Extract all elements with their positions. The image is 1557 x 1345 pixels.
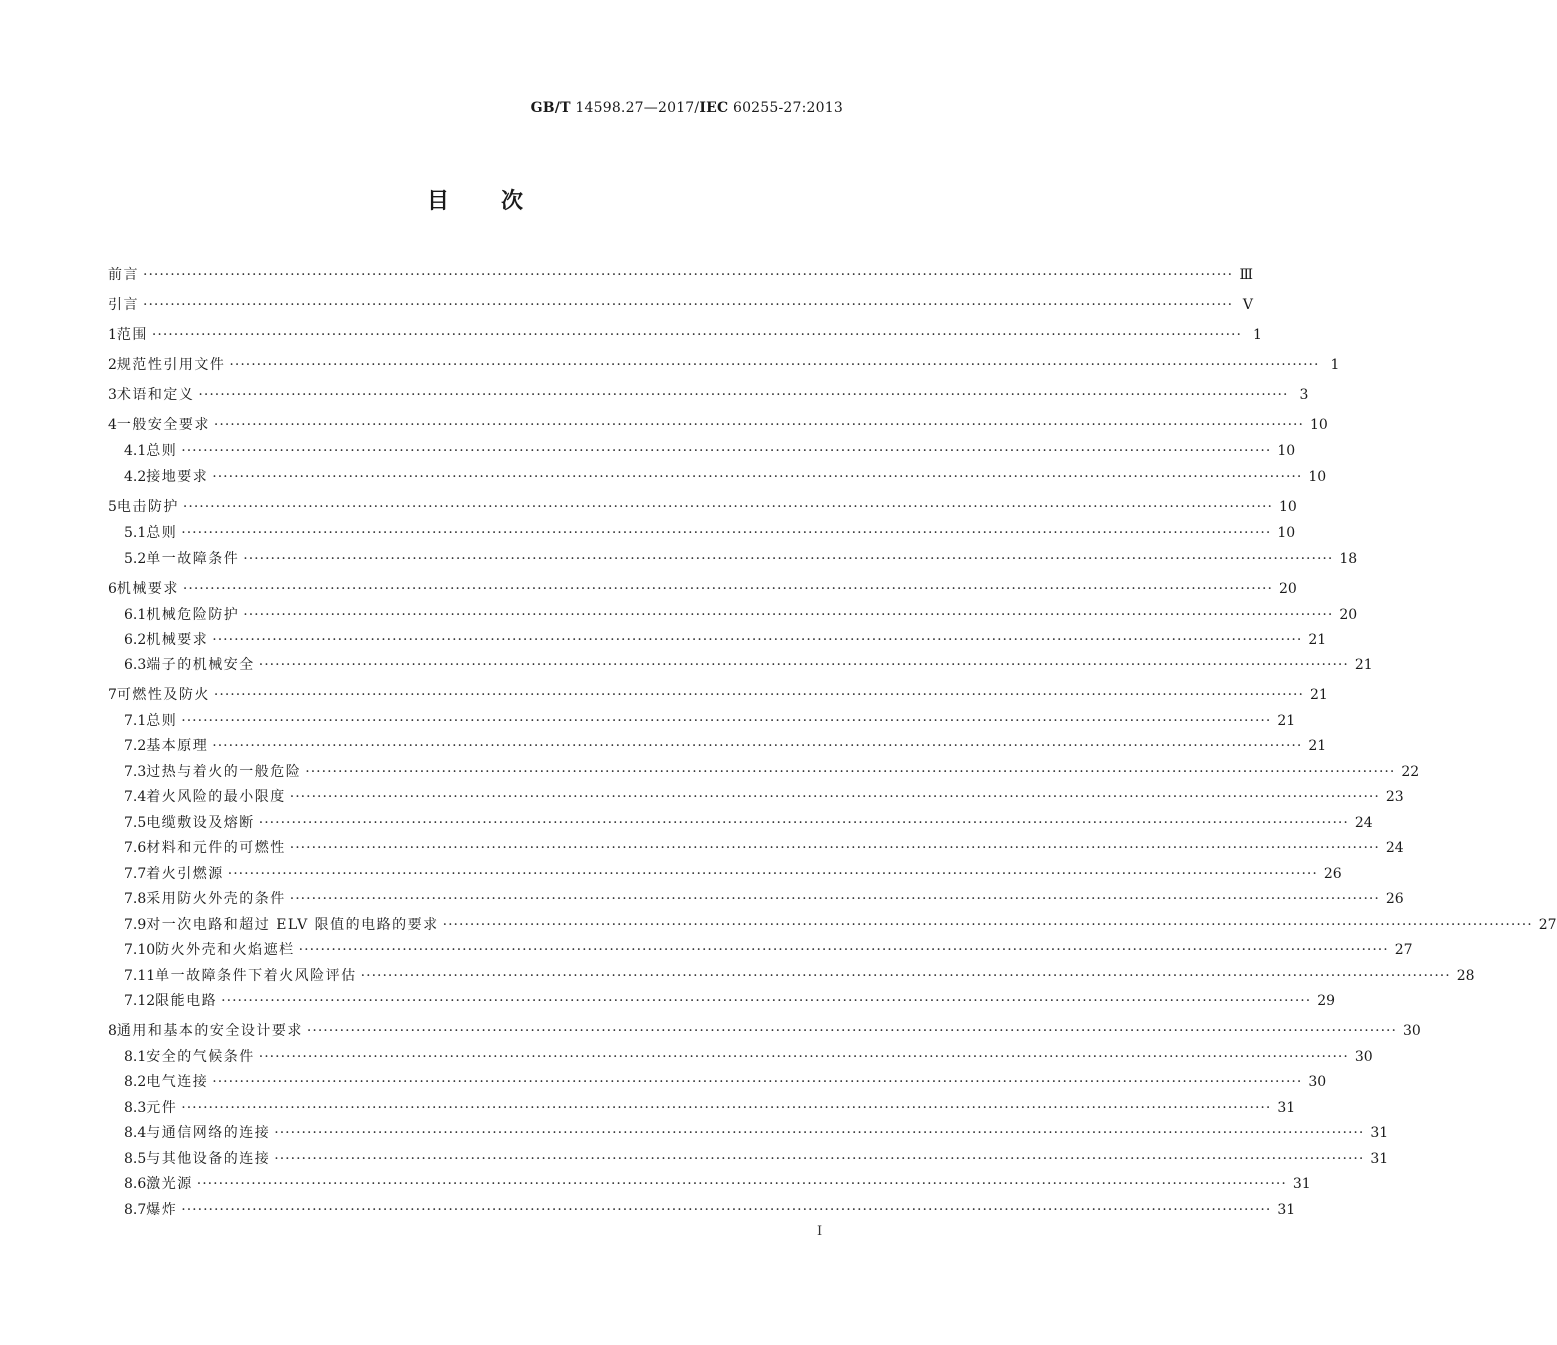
- toc-entry-page: 30: [1354, 1049, 1373, 1065]
- toc-entry-label: 单一故障条件: [146, 551, 240, 567]
- toc-entry-page: 1: [1330, 357, 1340, 373]
- toc-entry-page: 21: [1277, 713, 1296, 729]
- toc-entry[interactable]: [108, 990, 1336, 1020]
- toc-entry-page: 21: [1309, 687, 1328, 703]
- dot-leader: ········································································································································································································: [243, 551, 1334, 567]
- title-char-1: 目: [426, 188, 449, 214]
- toc-entry-label: 电缆敷设及熔断: [146, 815, 255, 831]
- toc-entry-number: 7.12: [124, 993, 156, 1009]
- standard-code-header: [531, 100, 843, 116]
- toc-entry-number: 4.1: [124, 443, 147, 459]
- dot-leader: ········································································································································································································: [243, 607, 1334, 623]
- toc-entry-page: 31: [1277, 1202, 1296, 1218]
- toc-entry-label: 术语和定义: [116, 387, 195, 403]
- toc-entry-label: 规范性引用文件: [116, 357, 226, 373]
- toc-entry-page: 31: [1370, 1125, 1389, 1141]
- toc-entry-page: 22: [1401, 764, 1420, 780]
- toc-entry-label: 总则: [146, 713, 178, 729]
- toc-entry-page: 27: [1394, 942, 1413, 958]
- toc-entry-page: 31: [1292, 1176, 1311, 1192]
- toc-entry-number: 6.3: [124, 657, 147, 673]
- toc-entry-number: 6.1: [124, 607, 147, 623]
- toc-entry-number: 7.8: [124, 891, 147, 907]
- toc-entry[interactable]: [108, 294, 1254, 324]
- toc-entry[interactable]: [108, 324, 1262, 354]
- dot-leader: ········································································································································································································: [258, 1049, 1349, 1065]
- toc-entry-number: 8.2: [124, 1074, 147, 1090]
- toc-entry[interactable]: [108, 629, 1327, 654]
- toc-entry-number: 4: [108, 417, 117, 433]
- toc-entry-label: 电击防护: [116, 499, 179, 515]
- dot-leader: ········································································································································································································: [143, 297, 1234, 313]
- std-prefix: GB/T: [530, 100, 571, 116]
- toc-entry-page: 10: [1308, 469, 1327, 485]
- dot-leader: ········································································································································································································: [212, 632, 1303, 648]
- toc-entry-label: 安全的气候条件: [146, 1049, 255, 1065]
- dot-leader: ········································································································································································································: [298, 942, 1389, 958]
- toc-entry-page: Ⅲ: [1239, 267, 1254, 283]
- toc-entry[interactable]: [108, 264, 1254, 294]
- toc-entry-label: 电气连接: [146, 1074, 209, 1090]
- toc-entry-number: 3: [108, 387, 117, 403]
- dot-leader: ········································································································································································································: [258, 815, 1349, 831]
- dot-leader: ········································································································································································································: [274, 1125, 1365, 1141]
- toc-entry[interactable]: [108, 548, 1358, 578]
- toc-entry-page: 10: [1309, 417, 1328, 433]
- toc-entry-label: 过热与着火的一般危险: [146, 764, 302, 780]
- toc-entry[interactable]: [108, 761, 1420, 786]
- toc-entry-number: 7.4: [124, 789, 147, 805]
- toc-entry-page: 29: [1317, 993, 1336, 1009]
- toc-entry[interactable]: [108, 496, 1297, 522]
- toc-entry-page: 27: [1538, 917, 1557, 933]
- dot-leader: ········································································································································································································: [305, 764, 1396, 780]
- toc-entry-number: 7.7: [124, 866, 147, 882]
- toc-entry-page: 24: [1354, 815, 1373, 831]
- toc-entry-number: 8.1: [124, 1049, 147, 1065]
- toc-entry-number: 5.1: [124, 525, 147, 541]
- toc-entry-page: 31: [1370, 1151, 1389, 1167]
- toc-entry-label: 防火外壳和火焰遮栏: [155, 942, 295, 958]
- toc-entry[interactable]: [108, 1097, 1296, 1122]
- toc-entry-label: 基本原理: [146, 738, 209, 754]
- toc-entry-number: 4.2: [124, 469, 147, 485]
- toc-entry[interactable]: [108, 440, 1296, 466]
- toc-entry-page: 30: [1308, 1074, 1327, 1090]
- toc-entry-number: 5: [108, 499, 117, 515]
- dot-leader: ········································································································································································································: [181, 525, 1272, 541]
- toc-entry[interactable]: [108, 1173, 1311, 1199]
- toc-entry-page: 28: [1456, 968, 1475, 984]
- toc-entry-number: 8.4: [124, 1125, 147, 1141]
- toc-entry-label: 采用防火外壳的条件: [146, 891, 286, 907]
- dot-leader: ········································································································································································································: [151, 327, 1242, 343]
- toc-entry[interactable]: [108, 888, 1404, 914]
- dot-leader: ········································································································································································································: [212, 469, 1303, 485]
- toc-entry[interactable]: [108, 863, 1342, 888]
- toc-entry-page: 20: [1339, 607, 1358, 623]
- dot-leader: ········································································································································································································: [258, 657, 1349, 673]
- toc-entry[interactable]: [108, 837, 1404, 863]
- dot-leader: ········································································································································································································: [306, 1023, 1397, 1039]
- toc-entry[interactable]: [108, 1199, 1296, 1224]
- dot-leader: ········································································································································································································: [143, 267, 1234, 283]
- toc-entry-label: 总则: [146, 525, 178, 541]
- toc-entry-label: 着火风险的最小限度: [146, 789, 286, 805]
- toc-entry-label: 激光源: [146, 1176, 193, 1192]
- toc-entry-page: Ⅴ: [1242, 297, 1254, 313]
- toc-entry-page: 31: [1277, 1100, 1296, 1116]
- toc-entry[interactable]: [108, 522, 1296, 548]
- toc-entry-page: 26: [1385, 891, 1404, 907]
- dot-leader: ········································································································································································································: [442, 917, 1533, 933]
- toc-entry-page: 10: [1277, 525, 1296, 541]
- toc-entry-page: 3: [1299, 387, 1309, 403]
- toc-entry[interactable]: [108, 965, 1475, 990]
- dot-leader: ········································································································································································································: [227, 866, 1318, 882]
- toc-entry-page: 21: [1308, 632, 1327, 648]
- dot-leader: ········································································································································································································: [221, 993, 1312, 1009]
- toc-entry-label: 端子的机械安全: [146, 657, 255, 673]
- toc-entry[interactable]: [108, 1148, 1389, 1173]
- toc-entry-label: 机械危险防护: [146, 607, 240, 623]
- toc-entry[interactable]: [108, 1020, 1421, 1046]
- dot-leader: ········································································································································································································: [360, 968, 1451, 984]
- dot-leader: ········································································································································································································: [181, 443, 1272, 459]
- toc-entry[interactable]: [108, 710, 1296, 735]
- toc-entry[interactable]: [108, 786, 1404, 812]
- toc-entry-label: 引言: [108, 297, 139, 313]
- toc-entry-label: 单一故障条件下着火风险评估: [155, 968, 357, 984]
- toc-entry-label: 通用和基本的安全设计要求: [116, 1023, 303, 1039]
- dot-leader: ········································································································································································································: [289, 840, 1380, 856]
- table-of-contents: [108, 264, 1557, 1224]
- toc-entry-page: 24: [1385, 840, 1404, 856]
- toc-entry-label: 可燃性及防火: [116, 687, 210, 703]
- toc-entry-label: 限能电路: [155, 993, 218, 1009]
- page-number: Ⅰ: [817, 1224, 823, 1239]
- toc-entry[interactable]: [108, 578, 1297, 604]
- toc-entry-label: 范围: [116, 327, 148, 343]
- dot-leader: ········································································································································································································: [182, 499, 1273, 515]
- toc-entry-number: 6: [108, 581, 117, 597]
- iec-number: 60255-27:2013: [728, 100, 843, 116]
- toc-entry-page: 10: [1278, 499, 1297, 515]
- toc-entry-page: 20: [1278, 581, 1297, 597]
- toc-entry[interactable]: [108, 654, 1373, 684]
- dot-leader: ········································································································································································································: [198, 387, 1289, 403]
- toc-entry-number: 1: [108, 327, 117, 343]
- page-title: [0, 184, 950, 215]
- toc-entry-page: 18: [1339, 551, 1358, 567]
- toc-entry[interactable]: [108, 735, 1327, 761]
- toc-entry-number: 7.9: [124, 917, 147, 933]
- dot-leader: ········································································································································································································: [212, 738, 1303, 754]
- toc-entry-number: 8.5: [124, 1151, 147, 1167]
- toc-entry-label: 接地要求: [146, 469, 209, 485]
- toc-entry[interactable]: [108, 1122, 1389, 1148]
- toc-entry-number: 8.6: [124, 1176, 147, 1192]
- toc-entry-number: 7.2: [124, 738, 147, 754]
- toc-entry-number: 7.11: [124, 968, 156, 984]
- toc-entry-page: 1: [1253, 327, 1262, 343]
- toc-entry[interactable]: [108, 1046, 1373, 1071]
- toc-entry-page: 30: [1402, 1023, 1421, 1039]
- toc-entry-label: 机械要求: [146, 632, 209, 648]
- dot-leader: ········································································································································································································: [213, 687, 1304, 703]
- toc-entry-page: 23: [1385, 789, 1404, 805]
- toc-entry[interactable]: [108, 1071, 1327, 1097]
- title-char-2: 次: [501, 188, 524, 214]
- dot-leader: ········································································································································································································: [181, 1202, 1272, 1218]
- toc-entry-number: 7.5: [124, 815, 147, 831]
- toc-entry[interactable]: [108, 384, 1309, 414]
- toc-entry-page: 10: [1277, 443, 1296, 459]
- toc-entry-label: 元件: [146, 1100, 178, 1116]
- toc-entry-label: 与通信网络的连接: [146, 1125, 271, 1141]
- toc-entry[interactable]: [108, 939, 1413, 965]
- toc-entry-label: 爆炸: [146, 1202, 178, 1218]
- toc-entry-number: 2: [108, 357, 117, 373]
- toc-entry-number: 7.6: [124, 840, 147, 856]
- toc-entry-number: 7: [108, 687, 117, 703]
- toc-entry-label: 机械要求: [116, 581, 179, 597]
- toc-entry-label: 一般安全要求: [116, 417, 210, 433]
- toc-entry-label: 对一次电路和超过 ELV 限值的电路的要求: [146, 917, 439, 933]
- toc-entry-label: 总则: [146, 443, 178, 459]
- toc-entry[interactable]: [108, 914, 1557, 939]
- toc-entry-page: 21: [1308, 738, 1327, 754]
- toc-entry-number: 7.3: [124, 764, 147, 780]
- toc-entry-label: 前言: [108, 267, 139, 283]
- toc-entry[interactable]: [108, 466, 1327, 496]
- toc-entry-label: 材料和元件的可燃性: [146, 840, 286, 856]
- toc-entry-number: 5.2: [124, 551, 147, 567]
- std-number: 14598.27—2017/: [570, 100, 700, 116]
- iec-prefix: IEC: [699, 100, 729, 116]
- dot-leader: ········································································································································································································: [229, 357, 1320, 373]
- toc-entry-label: 着火引燃源: [146, 866, 224, 882]
- dot-leader: ········································································································································································································: [182, 581, 1273, 597]
- toc-entry[interactable]: [108, 354, 1340, 384]
- toc-entry[interactable]: [108, 414, 1328, 440]
- toc-entry-number: 8.3: [124, 1100, 147, 1116]
- dot-leader: ········································································································································································································: [196, 1176, 1287, 1192]
- dot-leader: ········································································································································································································: [213, 417, 1304, 433]
- dot-leader: ········································································································································································································: [181, 713, 1272, 729]
- toc-entry-label: 与其他设备的连接: [146, 1151, 271, 1167]
- toc-entry[interactable]: [108, 812, 1373, 837]
- toc-entry-number: 8: [108, 1023, 117, 1039]
- toc-entry-number: 7.1: [124, 713, 147, 729]
- dot-leader: ········································································································································································································: [289, 891, 1380, 907]
- dot-leader: ········································································································································································································: [212, 1074, 1303, 1090]
- dot-leader: ········································································································································································································: [181, 1100, 1272, 1116]
- dot-leader: ········································································································································································································: [289, 789, 1380, 805]
- toc-entry[interactable]: [108, 604, 1358, 629]
- toc-entry-number: 8.7: [124, 1202, 147, 1218]
- dot-leader: ········································································································································································································: [274, 1151, 1365, 1167]
- toc-entry-number: 7.10: [124, 942, 156, 958]
- toc-entry-page: 21: [1354, 657, 1373, 673]
- toc-entry-page: 26: [1323, 866, 1342, 882]
- toc-entry-number: 6.2: [124, 632, 147, 648]
- toc-entry[interactable]: [108, 684, 1328, 710]
